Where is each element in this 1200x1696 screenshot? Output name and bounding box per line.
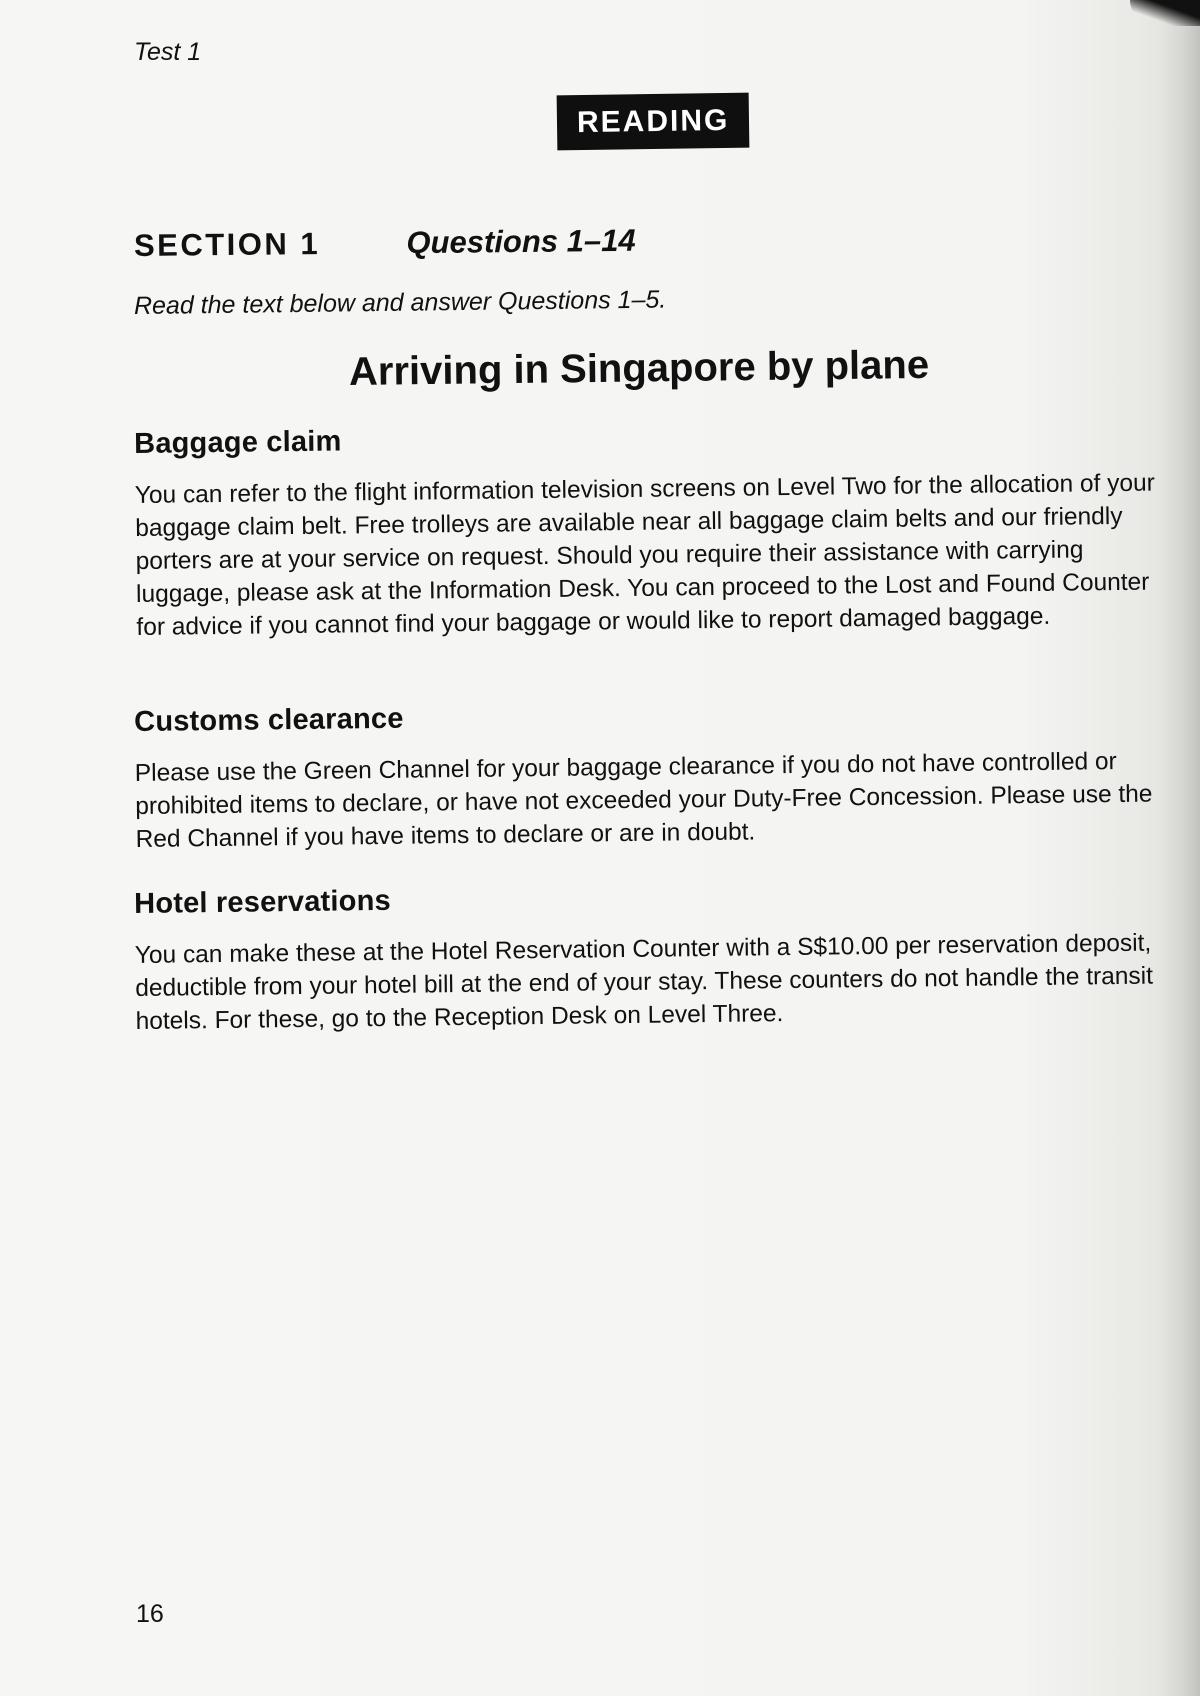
instruction-text: Read the text below and answer Questions 1–5. bbox=[133, 285, 667, 320]
section-body-hotel-reservations: You can make these at the Hotel Reservation Counter with a S$10.00 per reservation deposit, deductible from your hotel bill at the end of your stay. These counters do not handle the transit hotels. For these, go to the Reception Desk on Level Three. bbox=[134, 929, 1154, 1035]
page-number: 16 bbox=[136, 1600, 164, 1628]
article-title: Arriving in Singapore by plane bbox=[348, 342, 930, 394]
page-corner-shadow bbox=[1130, 0, 1200, 26]
section-body-customs-clearance: Please use the Green Channel for your baggage clearance if you do not have controlled or prohibited items to declare, or have not exceeded your Duty-Free Concession. Please use the Red Channel if you have items to declare or are in doubt. bbox=[134, 747, 1153, 853]
baggage-claim-section bbox=[134, 415, 1177, 644]
section-heading-customs-clearance: Customs clearance bbox=[134, 702, 404, 738]
section-heading bbox=[134, 223, 636, 264]
section-questions: Questions 1–14 bbox=[406, 222, 636, 261]
section-heading-baggage-claim: Baggage claim bbox=[134, 425, 342, 460]
section-label: SECTION 1 bbox=[133, 226, 321, 263]
running-head: Test 1 bbox=[134, 38, 202, 66]
reading-badge: READING bbox=[557, 93, 750, 151]
hotel-reservations-section bbox=[134, 875, 1176, 1038]
customs-clearance-section bbox=[134, 693, 1176, 856]
section-heading-hotel-reservations: Hotel reservations bbox=[134, 884, 392, 920]
page-edge-shadow bbox=[1160, 0, 1200, 1696]
section-body-baggage-claim: You can refer to the flight information television screens on Level Two for the allocation of your baggage claim belt. Free trolleys are available near all baggage claim belts and our friendly porters are at your service on request. Should you require their assistance with carrying luggage, please ask at the Information Desk. You can proceed to the Lost and Found Counter for advice if you cannot find your baggage or would like to report damaged baggage. bbox=[134, 469, 1155, 641]
